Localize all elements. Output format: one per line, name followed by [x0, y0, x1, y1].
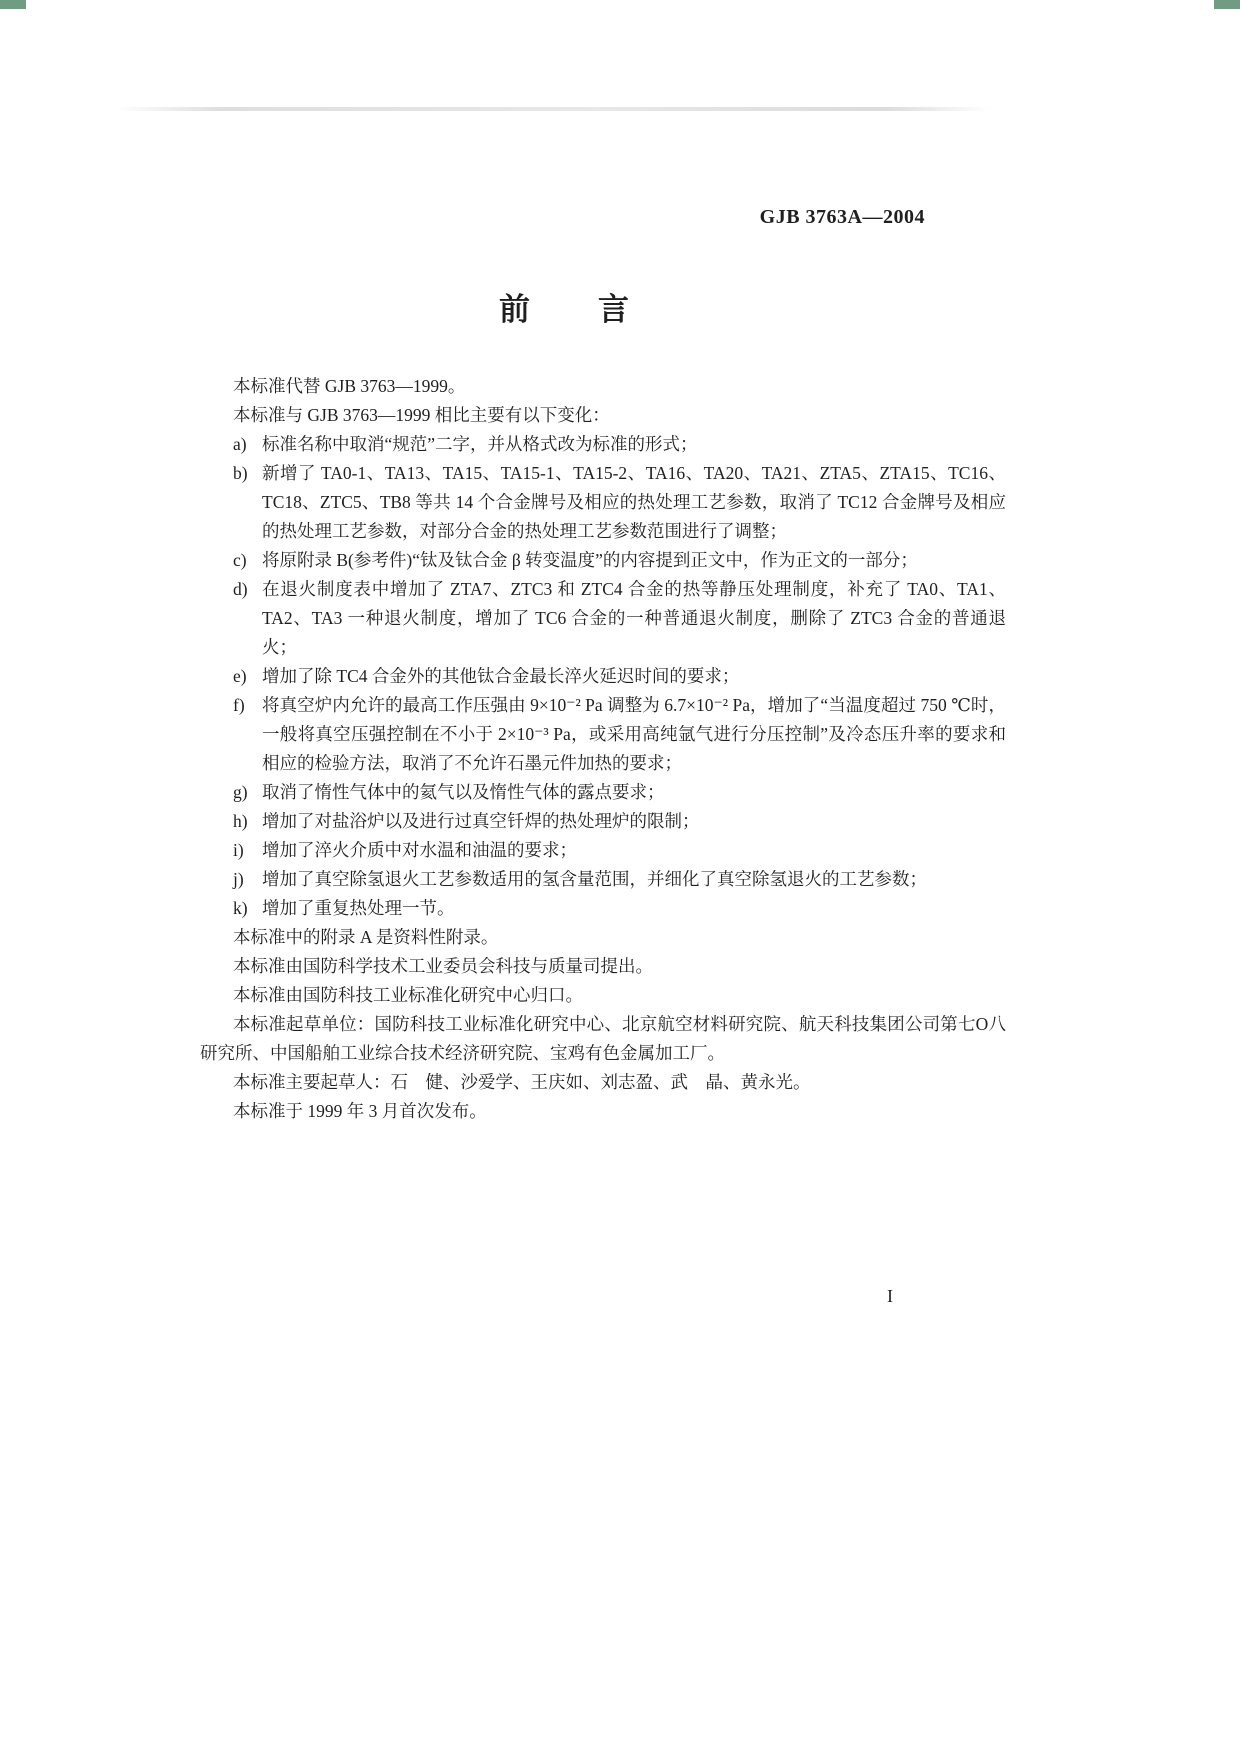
change-item-k: [200, 894, 1006, 923]
change-item-text: 增加了对盐浴炉以及进行过真空钎焊的热处理炉的限制；: [262, 811, 700, 831]
change-item-label: g): [233, 782, 248, 802]
change-item-label: c): [233, 550, 247, 570]
change-item-text: 增加了重复热处理一节。: [262, 898, 455, 918]
change-item-text: 取消了惰性气体中的氦气以及惰性气体的露点要求；: [262, 782, 665, 802]
paragraph-replaces: 本标准代替 GJB 3763—1999。: [233, 376, 466, 396]
paragraph-drafters: 本标准主要起草人：石 健、沙爱学、王庆如、刘志盈、武 晶、黄永光。: [233, 1072, 811, 1092]
page-number: I: [887, 1286, 893, 1306]
change-item-label: h): [233, 811, 248, 831]
change-item-label: e): [233, 666, 247, 686]
change-item-label: d): [233, 579, 248, 599]
paragraph-drafting-organizations: 本标准起草单位：国防科技工业标准化研究中心、北京航空材料研究院、航天科技集团公司第七O八研究所、中国船舶工业综合技术经济研究院、宝鸡有色金属加工厂。: [200, 1014, 1006, 1063]
change-item-text: 标准名称中取消“规范”二字，并从格式改为标准的形式；: [262, 434, 698, 454]
paragraph-proposed-by: 本标准由国防科学技术工业委员会科技与质量司提出。: [233, 956, 653, 976]
foreword-body: [200, 372, 1006, 1126]
scan-artifact-line: [115, 107, 990, 111]
paragraph-managed-by: 本标准由国防科技工业标准化研究中心归口。: [233, 985, 583, 1005]
change-item-text: 增加了淬火介质中对水温和油温的要求；: [262, 840, 577, 860]
change-item-label: f): [233, 695, 245, 715]
change-item-label: a): [233, 434, 247, 454]
change-item-text: 在退火制度表中增加了 ZTA7、ZTC3 和 ZTC4 合金的热等静压处理制度，补充了 TA0、TA1、TA2、TA3 一种退火制度，增加了 TC6 合金的一种普通退火制度，删除了 ZTC3 合金的普通退火；: [262, 579, 1006, 657]
scan-artifact-corner-right: [1214, 0, 1240, 9]
change-item-label: k): [233, 898, 248, 918]
change-item-label: j): [233, 869, 244, 889]
change-item-text: 增加了真空除氢退火工艺参数适用的氢含量范围，并细化了真空除氢退火的工艺参数；: [262, 869, 927, 889]
doc-number: GJB 3763A—2004: [759, 206, 925, 228]
page-title: 前 言: [499, 292, 631, 327]
change-item-label: b): [233, 463, 248, 483]
change-item-a: [200, 430, 1006, 459]
change-item-e: [200, 662, 1006, 691]
paragraph-first-issued: 本标准于 1999 年 3 月首次发布。: [233, 1101, 487, 1121]
change-item-i: [200, 836, 1006, 865]
change-item-text: 新增了 TA0-1、TA13、TA15、TA15-1、TA15-2、TA16、TA20、TA21、ZTA5、ZTA15、TC16、TC18、ZTC5、TB8 等共 14 个合金牌号及相应的热处理工艺参数，取消了 TC12 合金牌号及相应的热处理工艺参数，对部分合金的热处理工艺参数范围进行了调整；: [262, 463, 1006, 541]
paragraph-appendix-note: 本标准中的附录 A 是资料性附录。: [233, 927, 499, 947]
change-item-label: i): [233, 840, 244, 860]
change-item-c: [200, 546, 1006, 575]
change-item-text: 将原附录 B(参考件)“钛及钛合金 β 转变温度”的内容提到正文中，作为正文的一部分；: [262, 550, 918, 570]
change-item-text: 将真空炉内允许的最高工作压强由 9×10⁻² Pa 调整为 6.7×10⁻² Pa，增加了“当温度超过 750 ℃时，一般将真空压强控制在不小于 2×10⁻³ Pa，或采用高纯氩气进行分压控制”及冷态压升率的要求和相应的检验方法，取消了不允许石墨元件加热的要求；: [262, 695, 1006, 773]
change-item-g: [200, 778, 1006, 807]
change-item-f: [200, 691, 1006, 778]
change-item-j: [200, 865, 1006, 894]
change-item-d: [200, 575, 1006, 662]
paragraph-changes-intro: 本标准与 GJB 3763—1999 相比主要有以下变化：: [233, 405, 610, 425]
change-item-b: [200, 459, 1006, 546]
change-item-h: [200, 807, 1006, 836]
change-item-text: 增加了除 TC4 合金外的其他钛合金最长淬火延迟时间的要求；: [262, 666, 740, 686]
scan-artifact-corner-left: [0, 0, 26, 9]
